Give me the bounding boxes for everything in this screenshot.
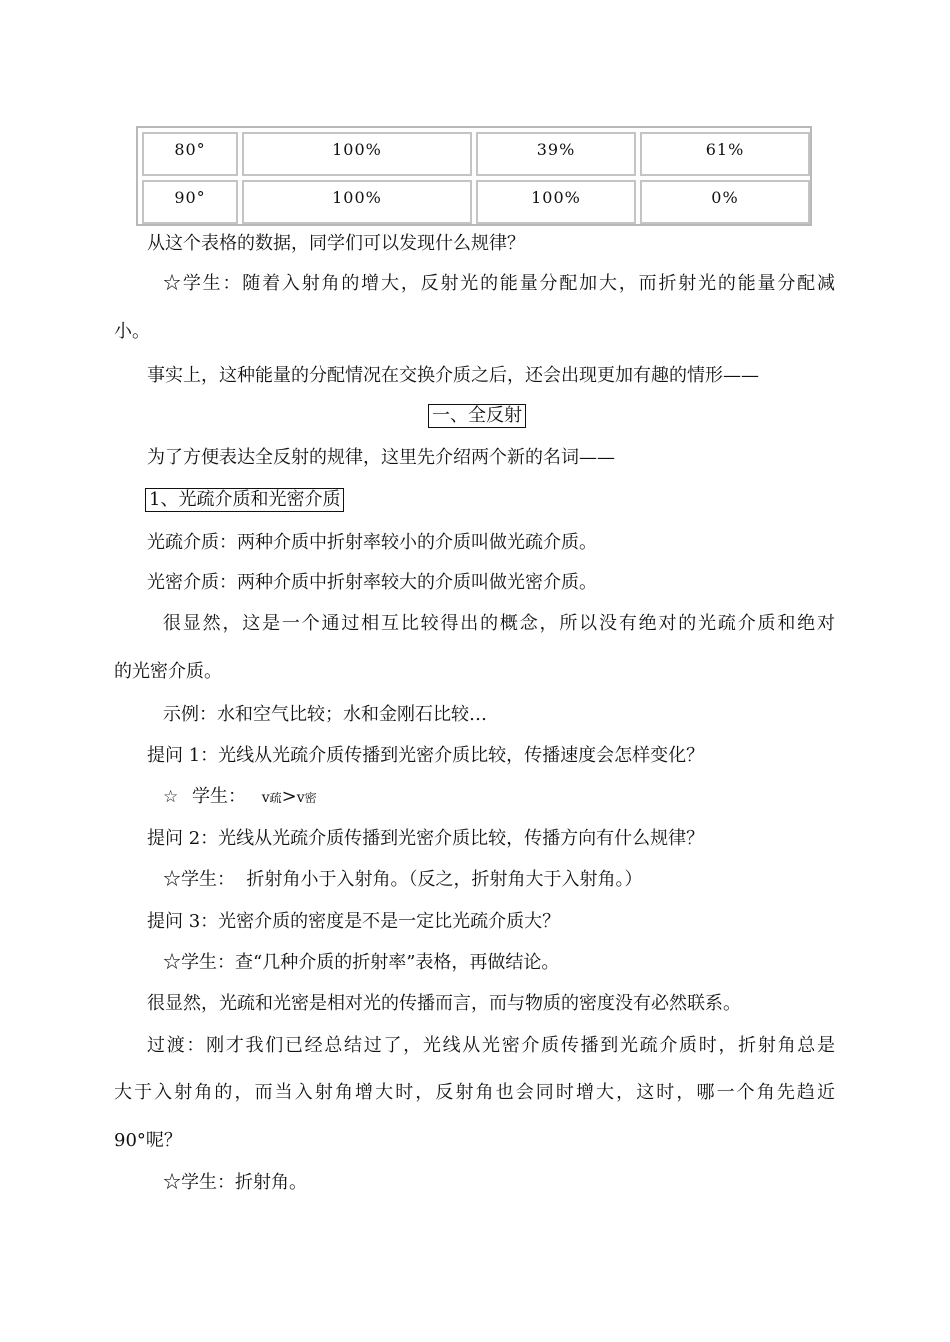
paragraph: 90°呢？ (114, 1130, 182, 1151)
table-cell: 0% (640, 180, 810, 224)
velocity-subscript: 疏 (269, 791, 282, 805)
paragraph: 提问 2：光线从光疏介质传播到光密介质比较，传播方向有什么规律？ (147, 828, 705, 849)
paragraph: 示例：水和空气比较；水和金刚石比较… (163, 704, 487, 725)
greater-than-sign: > (281, 786, 297, 807)
paragraph: 很显然，光疏和光密是相对光的传播而言，而与物质的密度没有必然联系。 (147, 993, 741, 1014)
table-cell: 100% (476, 180, 636, 224)
paragraph: 光疏介质：两种介质中折射率较小的介质叫做光疏介质。 (147, 532, 597, 553)
paragraph: 提问 3：光密介质的密度是不是一定比光疏介质大？ (147, 911, 561, 932)
paragraph: 从这个表格的数据，同学们可以发现什么规律？ (147, 233, 525, 254)
subsection-heading: 1、光疏介质和光密介质 (145, 488, 344, 512)
table-cell: 90° (142, 180, 238, 224)
paragraph: 的光密介质。 (114, 661, 222, 682)
paragraph: ☆学生：查“几种介质的折射率”表格，再做结论。 (163, 952, 560, 973)
table-cell: 39% (476, 132, 636, 176)
data-table (136, 126, 812, 226)
velocity-symbol: v (261, 790, 270, 806)
table-cell: 80° (142, 132, 238, 176)
velocity-symbol: v (296, 790, 305, 806)
paragraph: ☆学生：折射角。 (163, 1172, 307, 1193)
table-cell: 100% (242, 180, 472, 224)
student-label: 学生： (191, 786, 246, 807)
paragraph (163, 785, 317, 810)
section-heading: 一、全反射 (428, 404, 526, 428)
paragraph: 事实上，这种能量的分配情况在交换介质之后，还会出现更加有趣的情形—— (147, 365, 759, 386)
paragraph: 很显然，这是一个通过相互比较得出的概念，所以没有绝对的光疏介质和绝对 (163, 613, 835, 634)
table-cell: 100% (242, 132, 472, 176)
paragraph: 光密介质：两种介质中折射率较大的介质叫做光密介质。 (147, 572, 597, 593)
star-icon: ☆ (163, 787, 179, 807)
paragraph: 提问 1：光线从光疏介质传播到光密介质比较，传播速度会怎样变化？ (147, 745, 705, 766)
paragraph: 小。 (114, 321, 150, 342)
paragraph: 大于入射角的，而当入射角增大时，反射角也会同时增大，这时，哪一个角先趋近 (114, 1082, 835, 1103)
table-cell: 61% (640, 132, 810, 176)
velocity-subscript: 密 (304, 791, 317, 805)
paragraph: 为了方便表达全反射的规律，这里先介绍两个新的名词—— (147, 447, 615, 468)
paragraph: 过渡：刚才我们已经总结过了，光线从光密介质传播到光疏介质时，折射角总是 (147, 1035, 835, 1056)
paragraph: ☆学生：随着入射角的增大，反射光的能量分配加大，而折射光的能量分配减 (163, 273, 835, 294)
paragraph: ☆学生： 折射角小于入射角。（反之，折射角大于入射角。） (163, 869, 643, 890)
